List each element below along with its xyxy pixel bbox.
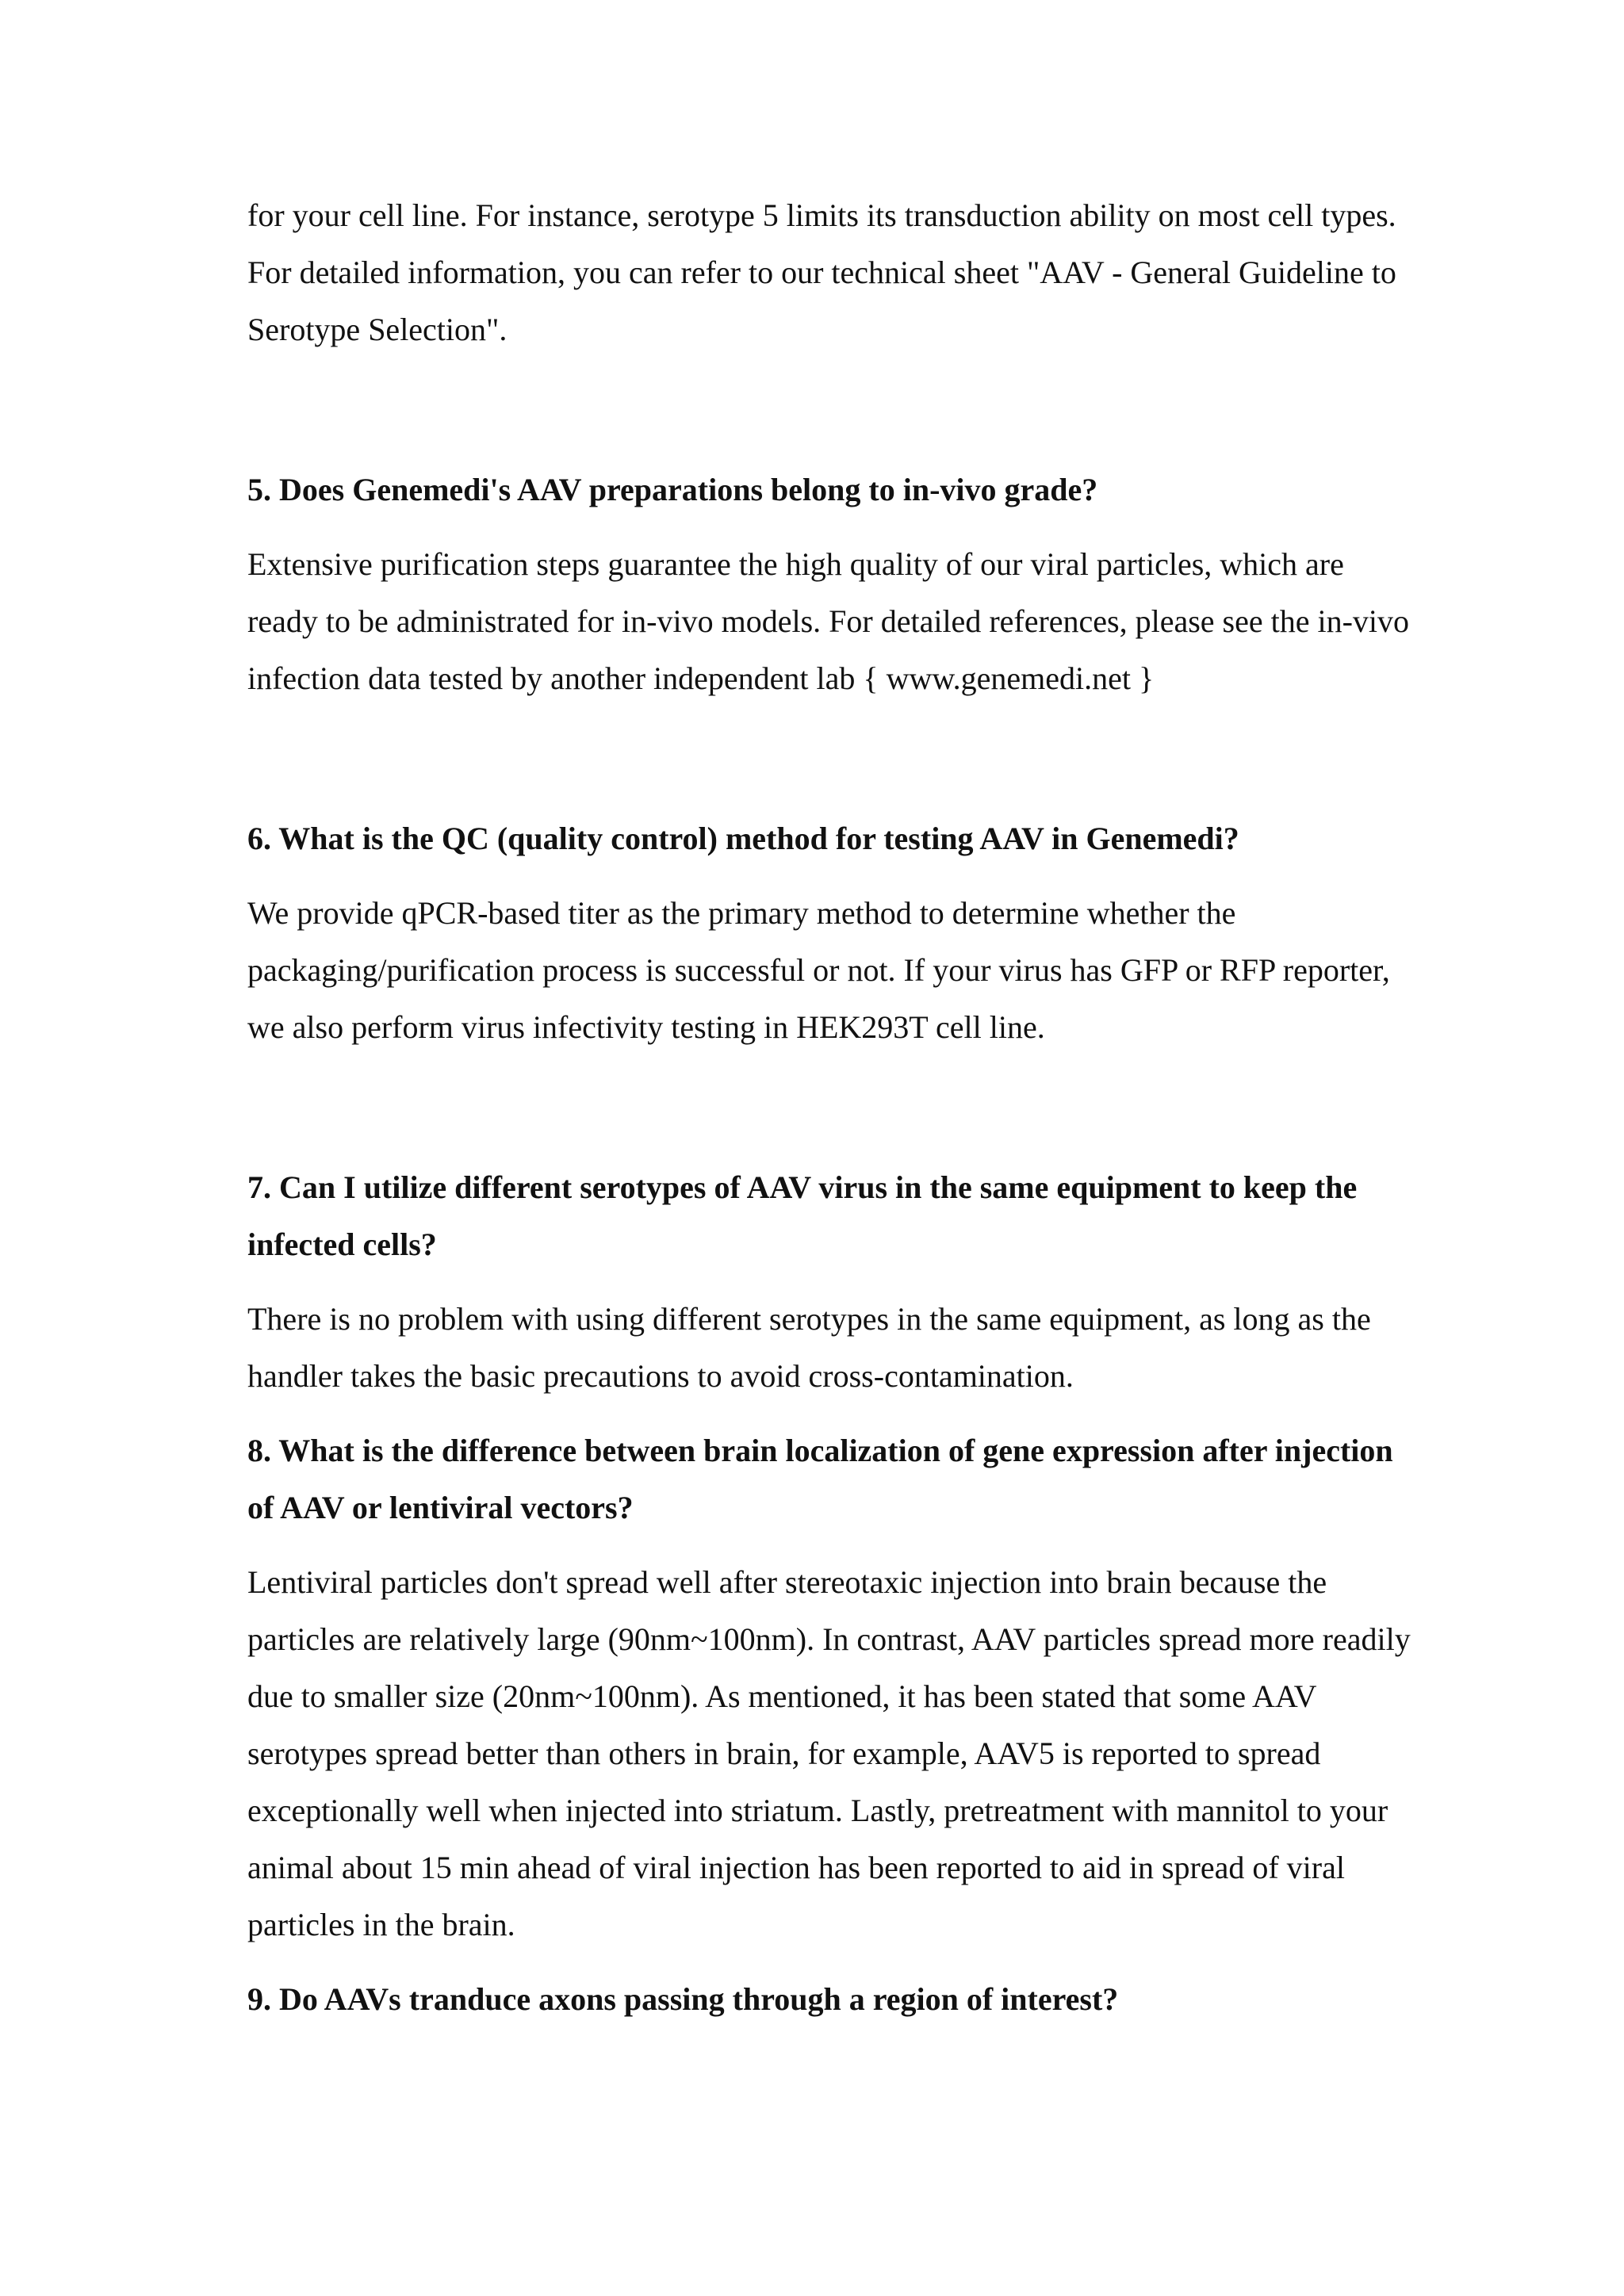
faq-question-9: 9. Do AAVs tranduce axons passing through a region of interest? bbox=[247, 1981, 1119, 2017]
faq-question-5: 5. Does Genemedi's AAV preparations belong to in-vivo grade? bbox=[247, 472, 1098, 507]
faq-question-7: 7. Can I utilize different serotypes of AAV virus in the same equipment to keep the infected cells? bbox=[247, 1169, 1358, 1262]
document-page bbox=[247, 187, 1413, 2028]
faq-answer-7: There is no problem with using different serotypes in the same equipment, as long as the handler takes the basic precautions to avoid cross-contamination. bbox=[247, 1301, 1371, 1394]
faq-question-6: 6. What is the QC (quality control) method for testing AAV in Genemedi? bbox=[247, 821, 1239, 856]
faq-answer-8: Lentiviral particles don't spread well after stereotaxic injection into brain because the particles are relatively large (90nm~100nm). In contrast, AAV particles spread more readily due to smaller size (20nm~100nm). As mentioned, it has been stated that some AAV serotypes spread better than others in brain, for example, AAV5 is reported to spread exceptionally well when injected into striatum. Lastly, pretreatment with mannitol to your animal about 15 min ahead of viral injection has been reported to aid in spread of viral particles in the brain. bbox=[247, 1564, 1411, 1942]
faq-answer-6: We provide qPCR-based titer as the primary method to determine whether the packaging/purification process is successful or not. If your virus has GFP or RFP reporter, we also perform virus infectivity testing in HEK293T cell line. bbox=[247, 895, 1390, 1045]
faq-answer-5: Extensive purification steps guarantee the high quality of our viral particles, which are ready to be administrated for in-vivo models. For detailed references, please see the in-vivo infection data tested by another independent lab { www.genemedi.net } bbox=[247, 546, 1410, 696]
intro-paragraph: for your cell line. For instance, serotype 5 limits its transduction ability on most cell types. For detailed information, you can refer to our technical sheet "AAV - General Guideline to Serotype Selection". bbox=[247, 197, 1396, 347]
faq-question-8: 8. What is the difference between brain localization of gene expression after injection of AAV or lentiviral vectors? bbox=[247, 1433, 1393, 1525]
